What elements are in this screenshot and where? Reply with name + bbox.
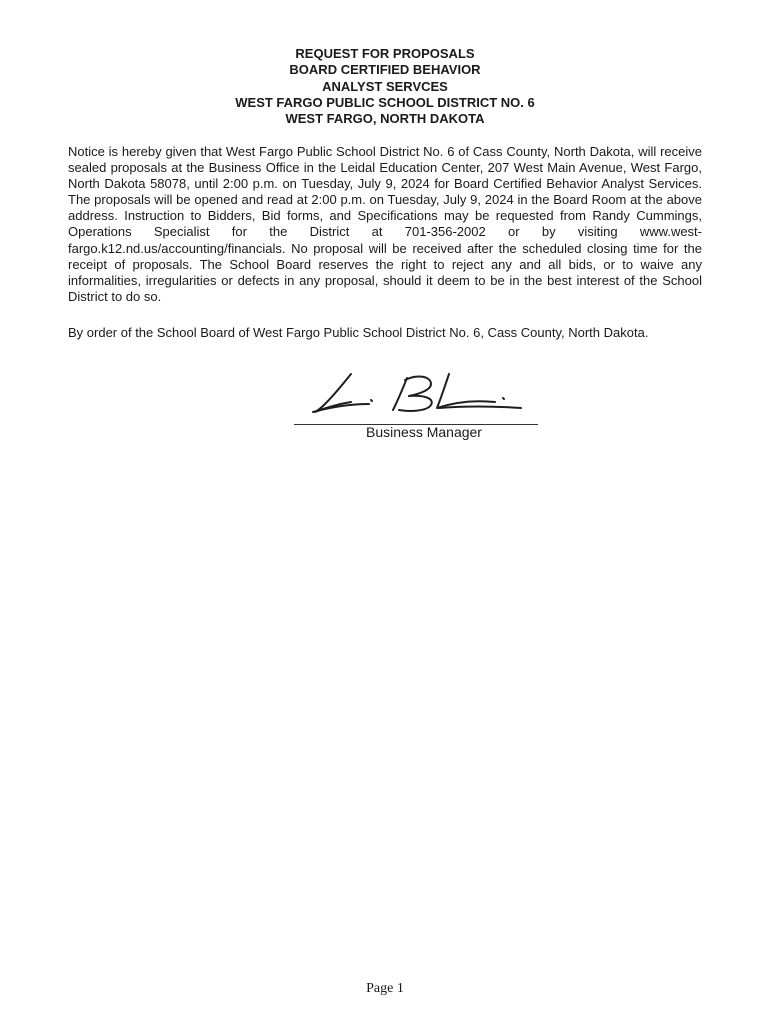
heading-line-3: ANALYST SERVCES — [322, 78, 448, 94]
order-statement: By order of the School Board of West Fargo Public School District No. 6, Cass County, North Dakota. — [68, 325, 649, 340]
heading-line-2: BOARD CERTIFIED BEHAVIOR — [289, 62, 481, 78]
signatory-title: Business Manager — [366, 424, 482, 440]
handwritten-signature — [305, 368, 535, 420]
page-number: Page 1 — [366, 981, 404, 996]
heading-line-5: WEST FARGO, NORTH DAKOTA — [285, 111, 485, 127]
document-heading — [0, 46, 770, 127]
heading-line-4: WEST FARGO PUBLIC SCHOOL DISTRICT NO. 6 — [235, 94, 535, 110]
heading-line-1: REQUEST FOR PROPOSALS — [295, 46, 475, 61]
notice-paragraph: Notice is hereby given that West Fargo Public School District No. 6 of Cass County, North Dakota, will receive sealed proposals at the Business Office in the Leidal Education Center, 207 West Main Avenue, West Fargo, North Dakota 58078, until 2:00 p.m. on Tuesday, July 9, 2024 for Board Certified Behavior Analyst Services. The proposals will be opened and read at 2:00 p.m. on Tuesday, July 9, 2024 in the Board Room at the above address. Instruction to Bidders, Bid forms, and Specifications may be requested from Randy Cummings, Operations Specialist for the District at 701-356-2002 or by visiting www.west-fargo.k12.nd.us/accounting/financials. No proposal will be received after the scheduled closing time for the receipt of proposals. The School Board reserves the right to reject any and all bids, or to waive any informalities, irregularities or defects in any proposal, should it deem to be in the best interest of the School District to do so. — [68, 144, 702, 304]
